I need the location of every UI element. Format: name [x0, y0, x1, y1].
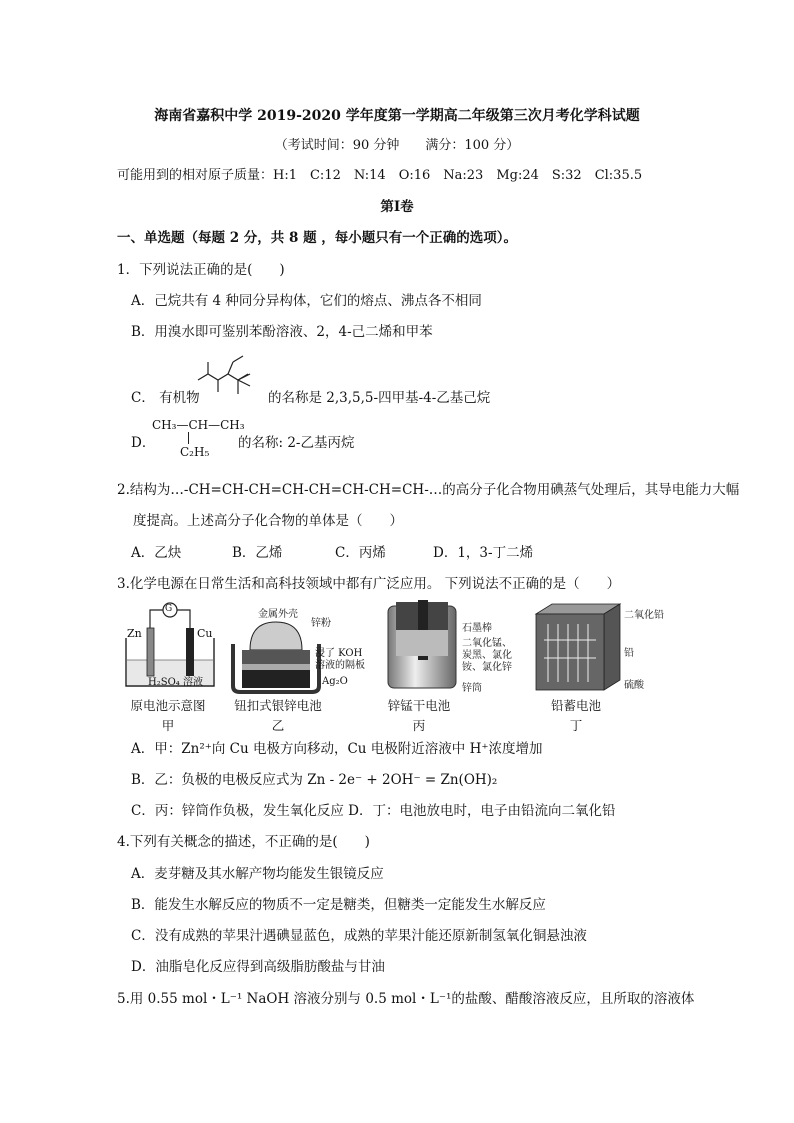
section1-title: 一、单选题（每题 2 分，共 8 题 ，每小题只有一个正确的选项）。 — [117, 230, 518, 246]
dry-cell-figure — [382, 598, 462, 692]
q2-stem-line1: 2.结构为…-CH=CH-CH=CH-CH=CH-CH=CH-…的高分子化合物用碘蒸气处理后，其导电能力大幅 — [117, 482, 740, 498]
q5-stem: 5.用 0.55 mol・L⁻¹ NaOH 溶液分别与 0.5 mol・L⁻¹的盐酸、醋酸溶液反应，且所取的溶液体 — [117, 991, 695, 1007]
fig-yi-koh1: 浸了 KOH — [315, 648, 363, 659]
fig-yi-zinc: 锌粉 — [311, 618, 331, 629]
fig-bing-label: 丙 — [412, 718, 426, 733]
q4-stem: 4.下列有关概念的描述，不正确的是( ) — [117, 834, 370, 850]
fig-jia-cu: Cu — [197, 627, 213, 640]
q2-option-b: B．乙烯 — [232, 545, 283, 561]
fig-bing-mix2: 炭黑、氯化 — [462, 650, 512, 661]
q3-stem: 3.化学电源在日常生活和高科技领域中都有广泛应用。 下列说法不正确的是（ ） — [117, 576, 621, 592]
fig-yi-shell: 金属外壳 — [258, 609, 298, 620]
q1-stem: 1．下列说法正确的是( ) — [117, 262, 285, 278]
q4-option-c: C．没有成熟的苹果汁遇碘显蓝色，成熟的苹果汁能还原新制氢氧化铜悬浊液 — [131, 928, 587, 944]
fig-ding-pbo2: 二氧化铅 — [624, 610, 664, 621]
q1-option-d-prefix: D． — [131, 435, 156, 451]
q1-d-formula-bond — [188, 432, 189, 444]
fig-ding-label: 丁 — [569, 718, 583, 733]
fig-ding-caption: 铅蓄电池 — [550, 698, 601, 713]
fig-jia-caption: 原电池示意图 — [130, 698, 206, 713]
q4-option-a: A．麦芽糖及其水解产物均能发生银镜反应 — [131, 866, 384, 882]
q2-option-c: C．丙烯 — [335, 545, 386, 561]
q2-stem-line2: 度提高。上述高分子化合物的单体是（ ） — [133, 513, 403, 529]
fig-ding-acid: 硫酸 — [624, 680, 644, 691]
q3-option-b: B．乙：负极的电极反应式为 Zn - 2e⁻ + 2OH⁻ = Zn(OH)₂ — [131, 772, 498, 788]
fig-yi-caption: 钮扣式银锌电池 — [234, 698, 322, 713]
q1-d-formula-bottom: C₂H₅ — [180, 445, 210, 459]
exam-info: （考试时间：90 分钟 满分：100 分） — [274, 138, 520, 153]
q4-option-d: D．油脂皂化反应得到高级脂肪酸盐与甘油 — [131, 959, 385, 975]
q1-option-a: A．己烷共有 4 种同分异构体，它们的熔点、沸点各不相同 — [131, 293, 482, 309]
exam-title: 海南省嘉积中学 2019-2020 学年度第一学期高二年级第三次月考化学科试题 — [154, 108, 640, 124]
fig-ding-pb: 铅 — [624, 648, 634, 659]
q1-d-formula-top: CH₃—CH—CH₃ — [152, 418, 245, 432]
fig-jia-zn: Zn — [127, 627, 142, 640]
q2-option-d: D．1，3-丁二烯 — [433, 545, 534, 561]
q2-option-a: A．乙炔 — [131, 545, 182, 561]
fig-jia-solution: H₂SO₄ 溶液 — [148, 677, 203, 688]
skeletal-structure-figure — [195, 354, 265, 402]
q1-option-c-suffix: 的名称是 2,3,5,5-四甲基-4-乙基己烷 — [268, 390, 491, 406]
atomic-masses: 可能用到的相对原子质量：H:1 C:12 N:14 O:16 Na:23 Mg:24 S:32 Cl:35.5 — [117, 168, 643, 183]
fig-yi-label: 乙 — [271, 718, 285, 733]
volume-title: 第Ⅰ卷 — [380, 199, 414, 215]
lead-acid-battery-figure — [532, 600, 624, 692]
q1-option-b: B．用溴水即可鉴别苯酚溶液、2，4-己二烯和甲苯 — [131, 324, 433, 340]
q3-option-c-d: C．丙：锌筒作负极，发生氧化反应 D．丁：电池放电时，电子由铅流向二氧化铅 — [131, 803, 616, 819]
fig-jia-galvanometer: G — [165, 604, 173, 614]
q4-option-b: B．能发生水解反应的物质不一定是糖类，但糖类一定能发生水解反应 — [131, 897, 546, 913]
fig-bing-mix3: 铵、氯化锌 — [462, 662, 512, 673]
q1-option-d-suffix: 的名称: 2-乙基丙烷 — [238, 435, 355, 451]
q1-option-c-prefix: C． 有机物 — [131, 390, 200, 406]
fig-bing-can: 锌筒 — [462, 683, 482, 694]
fig-bing-mix1: 二氧化锰、 — [462, 638, 512, 649]
fig-yi-ag2o: Ag₂O — [322, 676, 348, 687]
fig-bing-caption: 锌锰干电池 — [387, 698, 451, 713]
fig-bing-rod: 石墨棒 — [462, 623, 492, 634]
button-cell-figure — [230, 614, 322, 694]
fig-jia-label: 甲 — [161, 718, 175, 733]
fig-yi-koh2: 溶液的隔板 — [315, 660, 365, 671]
q3-option-a: A．甲：Zn²⁺向 Cu 电极方向移动，Cu 电极附近溶液中 H⁺浓度增加 — [131, 741, 543, 757]
